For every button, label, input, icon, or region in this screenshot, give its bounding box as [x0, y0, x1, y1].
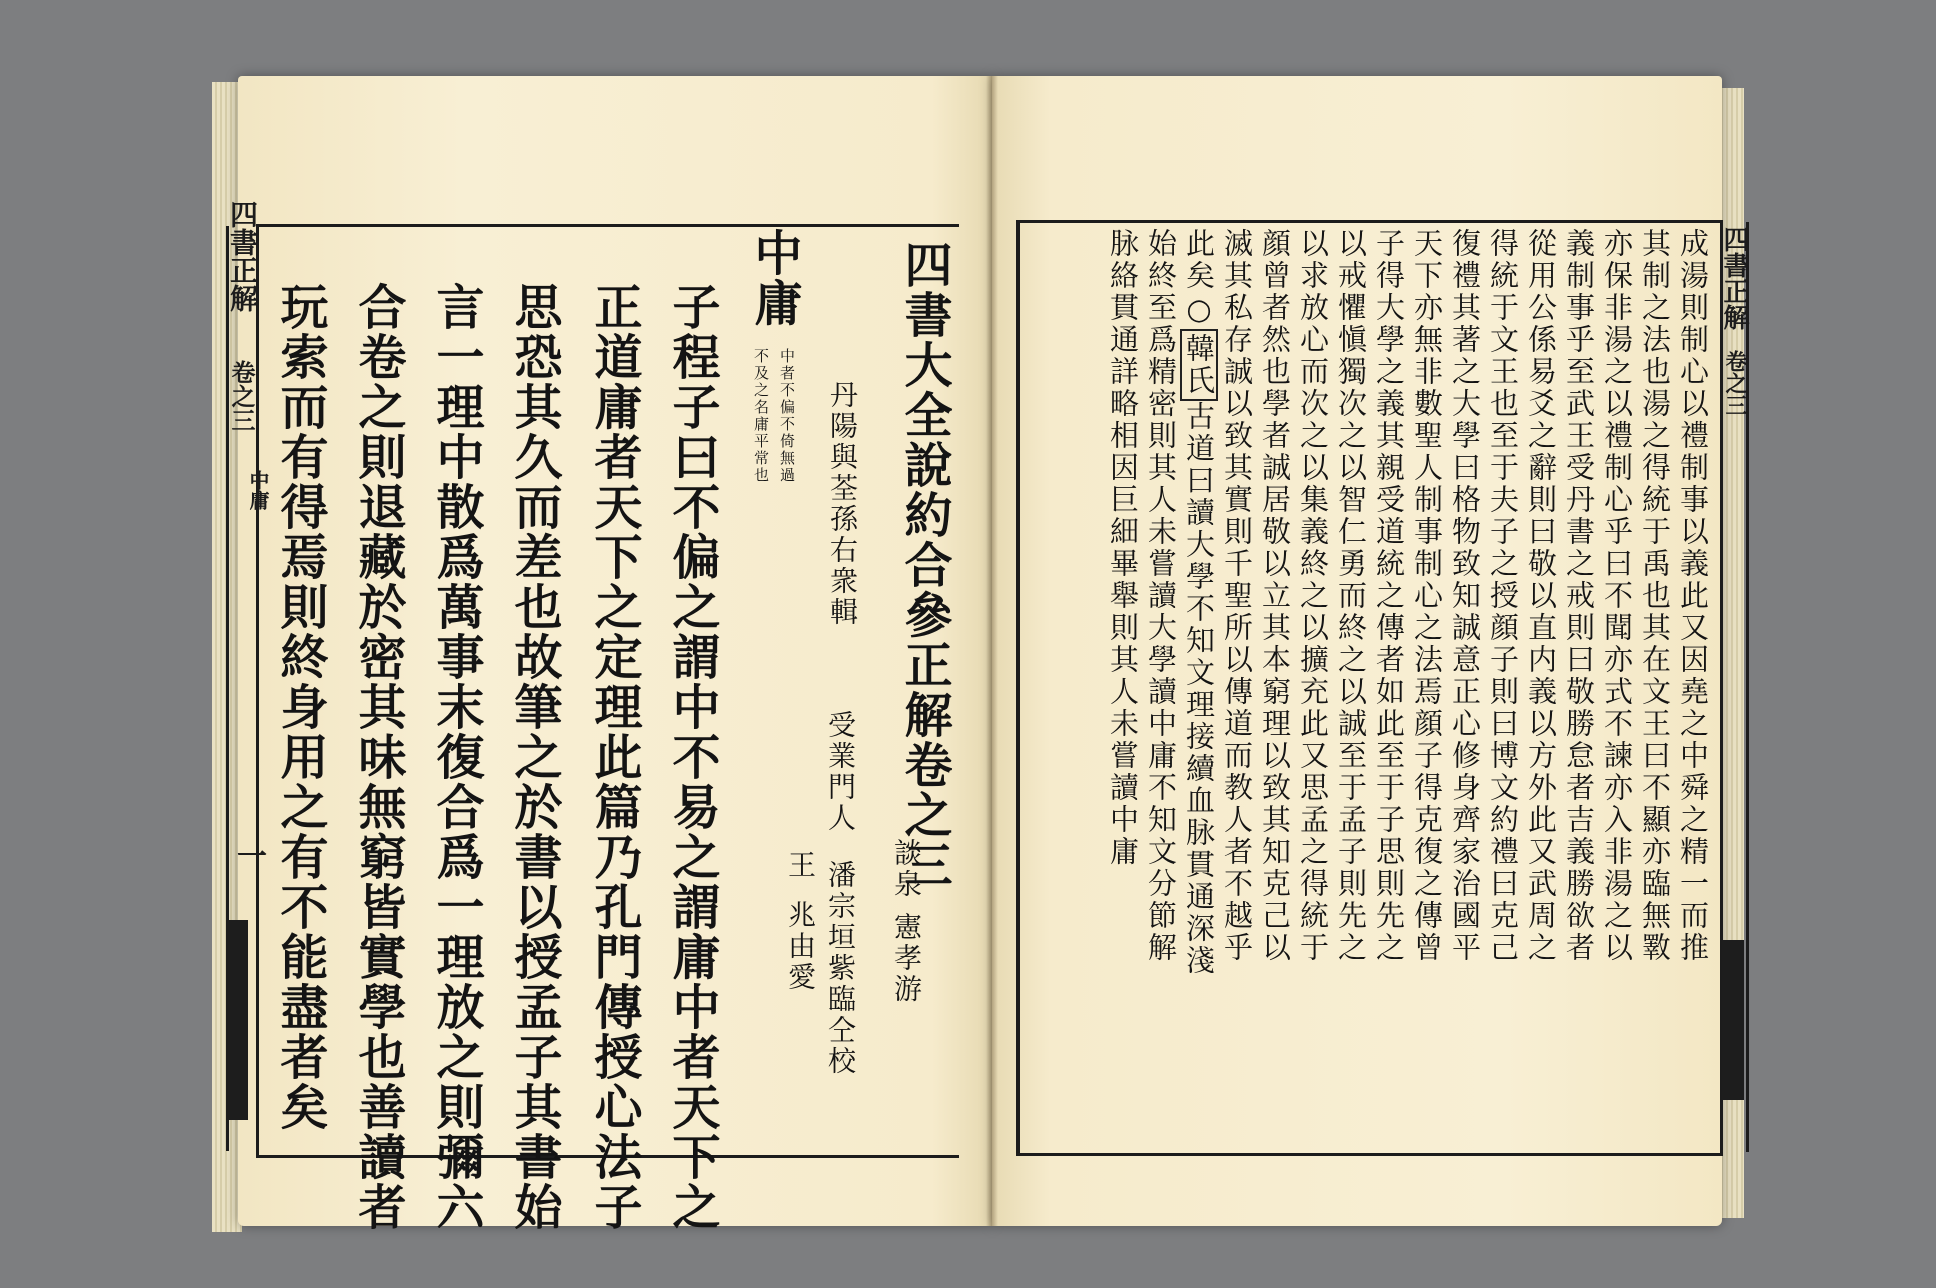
- right-text-column-8: 天下亦無非數聖人制事制心之法焉顔子得克復之傳曾: [1410, 228, 1444, 964]
- right-text-column-12: 顔曾者然也學者誠居敬以立其本窮理以致其知克己以: [1258, 228, 1292, 964]
- book-gutter: [986, 76, 998, 1226]
- right-text-column-15: 始終至爲精密則其人未嘗讀大學讀中庸不知文分節解: [1144, 228, 1178, 964]
- text-column-2: 正道庸者天下之定理此篇乃孔門傳授心法子: [586, 282, 642, 1232]
- text-column-6: 玩索而有得焉則終身用之有不能盡者矣: [272, 282, 328, 1132]
- editor-credit-1: 談泉 憲孝游: [890, 838, 923, 1005]
- right-text-column-6: 得統于文王也至于夫子之授顔子則曰博文約禮曰克己: [1486, 228, 1520, 964]
- text-column-3: 思恐其久而差也故筆之於書以授孟子其書始: [506, 282, 562, 1232]
- left-margin-black-tab: [226, 920, 248, 1120]
- text-column-1: 子程子曰不偏之謂中不易之謂庸中者天下之: [664, 282, 720, 1232]
- editor-credit-2: 潘宗垣紫臨仝校: [824, 860, 857, 1077]
- right-text-column-1: 成湯則制心以禮制事以義此又因堯之中舜之精一而推: [1676, 228, 1710, 964]
- section-heading: 中庸: [746, 228, 802, 328]
- right-text-column-10: 以戒懼愼獨次之以智仁勇而終之以誠至于孟子則先之: [1334, 228, 1368, 964]
- text-column-5: 合卷之則退藏於密其味無窮皆實學也善讀者: [350, 282, 406, 1232]
- right-text-column-13: 滅其私存誠以致其實則千聖所以傳道而教人者不越乎: [1220, 228, 1254, 964]
- right-text-column-4: 義制事乎至武王受丹書之戒則曰敬勝怠者吉義勝欲者: [1562, 228, 1596, 964]
- editor-credit-3b: 兆由愛: [784, 900, 817, 993]
- right-text-column-14-rest: 古道曰讀大學不知文理接續血脉貫通深淺: [1182, 401, 1216, 977]
- editor-credit-2-prefix: 受業門人: [824, 710, 857, 834]
- text-column-4: 言一理中散爲萬事末復合爲一理放之則彌六: [428, 282, 484, 1232]
- circle-mark: ○: [1182, 292, 1216, 329]
- right-text-column-3: 亦保非湯之以禮制心乎曰不聞亦式不諫亦入非湯之以: [1600, 228, 1634, 964]
- right-text-column-9: 子得大學之義其親受道統之傳者如此至于子思則先之: [1372, 228, 1406, 964]
- editor-credit-3a: 王: [784, 850, 817, 881]
- right-text-column-7: 復禮其著之大學曰格物致知誠意正心修身齊家治國平: [1448, 228, 1482, 964]
- left-margin-section: 中庸: [246, 470, 270, 510]
- right-text-column-14-start: 此矣: [1182, 228, 1216, 292]
- heading-note-1: 中者不偏不倚無過: [778, 348, 796, 484]
- right-text-column-11: 以求放心而次之以集義終之以擴充此又思孟之得統于: [1296, 228, 1330, 964]
- right-margin-volume: 卷之三: [1722, 350, 1748, 416]
- right-text-column-5: 從用公係易爻之辭則曰敬以直内義以方外此又武周之: [1524, 228, 1558, 964]
- right-margin-title: 四書正解: [1719, 226, 1749, 330]
- left-margin-volume: 卷之三: [227, 360, 256, 432]
- left-margin-folio: 一: [231, 840, 266, 870]
- right-text-column-14: [1182, 228, 1216, 977]
- right-margin-black-tab: [1722, 940, 1744, 1100]
- boxed-name: 韓氏: [1180, 329, 1218, 401]
- heading-note-2: 不及之名庸平常也: [752, 348, 770, 484]
- right-text-column-16: 脉絡貫通詳略相因巨細畢舉則其人未嘗讀中庸: [1106, 228, 1140, 868]
- compiler-credit: 丹陽與荃孫右衆輯: [826, 380, 859, 628]
- volume-title: 四書大全說約合參正解卷之三: [896, 240, 952, 890]
- right-text-column-2: 其制之法也湯之得統于禹也其在文王曰不顯亦臨無斁: [1638, 228, 1672, 964]
- left-margin-title: 四書正解: [226, 200, 259, 312]
